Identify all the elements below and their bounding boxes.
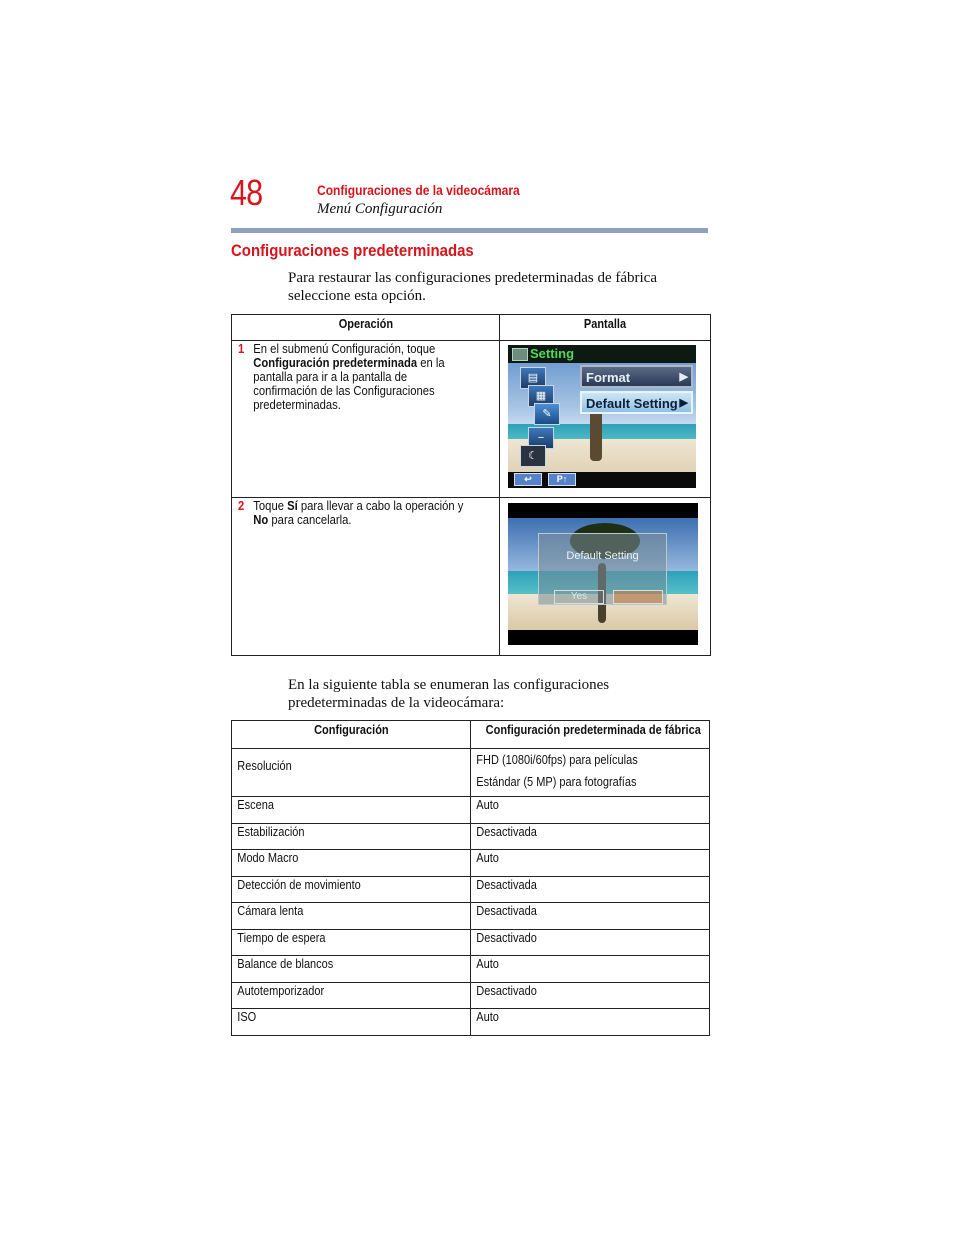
- value-cell: Desactivado: [471, 982, 710, 1009]
- night-mode-icon[interactable]: ☾: [520, 445, 546, 467]
- value-cell: Auto: [471, 850, 710, 877]
- value-cell: Auto: [471, 797, 710, 824]
- table-row: [232, 929, 710, 956]
- page-number: 48: [230, 172, 263, 213]
- setting-cell: Balance de blancos: [232, 956, 471, 983]
- grid-icon[interactable]: ▦: [528, 385, 554, 407]
- page-button[interactable]: P↑: [548, 473, 576, 486]
- setting-title-bar: [508, 345, 696, 363]
- defaults-intro: En la siguiente tabla se enumeran las configuraciones predeterminadas de la videocámara:: [288, 677, 610, 711]
- step-2: [232, 498, 500, 656]
- setting-cell: Autotemporizador: [232, 982, 471, 1009]
- palm-trunk: [590, 411, 602, 461]
- setting-cell: ISO: [232, 1009, 471, 1036]
- video-icon[interactable]: ▤: [520, 367, 546, 389]
- chapter-title: Configuraciones de la videocámara: [317, 182, 520, 198]
- value-cell: Desactivada: [471, 876, 710, 903]
- bottom-toolbar: [508, 472, 696, 488]
- defaults-table: [231, 720, 710, 1036]
- step-number: 1: [238, 342, 245, 356]
- value-cell: Desactivada: [471, 823, 710, 850]
- step-text: En el submenú Configuración, toque Configuración predeterminada en la pantalla para ir a la pantalla de confirmación de las Configuraciones predeterminadas.: [253, 342, 445, 412]
- dialog-title: Default Setting: [566, 550, 639, 562]
- table-row: [232, 797, 710, 824]
- operations-header-screen: Pantalla: [500, 315, 711, 341]
- value-cell: FHD (1080i/60fps) para películas Estándar (5 MP) para fotografías: [471, 749, 710, 797]
- yes-button[interactable]: Yes: [554, 590, 604, 604]
- value-cell: Auto: [471, 1009, 710, 1036]
- table-row: [232, 903, 710, 930]
- chevron-right-icon: ▶: [679, 371, 688, 383]
- chevron-right-icon: ▶: [679, 397, 688, 409]
- setting-cell: Cámara lenta: [232, 903, 471, 930]
- step-1: [232, 341, 500, 498]
- setting-cell: Estabilización: [232, 823, 471, 850]
- operations-header-operation: Operación: [232, 315, 500, 341]
- confirm-dialog: [538, 533, 667, 605]
- table-row: [232, 982, 710, 1009]
- defaults-header-value: Configuración predeterminada de fábrica: [471, 721, 710, 749]
- subsection-title: Menú Configuración: [317, 201, 443, 217]
- table-row: [232, 956, 710, 983]
- camera-screen-default-confirm: [508, 503, 698, 645]
- step-text: Toque Sí para llevar a cabo la operación y No para cancelarla.: [253, 499, 464, 527]
- defaults-header-setting: Configuración: [232, 721, 471, 749]
- setting-cell: Tiempo de espera: [232, 929, 471, 956]
- table-row: [232, 1009, 710, 1036]
- setting-title: Setting: [530, 346, 575, 361]
- setting-cell: Modo Macro: [232, 850, 471, 877]
- table-row: [232, 850, 710, 877]
- table-row: [232, 823, 710, 850]
- setting-cell: Escena: [232, 797, 471, 824]
- setting-icon: [512, 348, 528, 361]
- camera-screen-setting-menu: [508, 345, 696, 488]
- value-cell: Desactivado: [471, 929, 710, 956]
- setting-cell: Resolución: [232, 749, 471, 797]
- header-rule: [231, 228, 708, 233]
- exposure-icon[interactable]: −: [528, 427, 554, 449]
- section-intro: Para restaurar las configuraciones predeterminadas de fábrica seleccione esta opción.: [288, 270, 657, 304]
- section-title: Configuraciones predeterminadas: [231, 241, 474, 260]
- table-row: [232, 749, 710, 797]
- back-button[interactable]: ↩: [514, 473, 542, 486]
- menu-item-default-setting[interactable]: Default Setting ▶: [580, 391, 693, 414]
- no-button[interactable]: [613, 590, 663, 604]
- setting-cell: Detección de movimiento: [232, 876, 471, 903]
- table-row: [232, 876, 710, 903]
- value-cell: Auto: [471, 956, 710, 983]
- menu-item-format[interactable]: Format ▶: [580, 365, 693, 388]
- wrench-icon[interactable]: ✎: [534, 403, 560, 425]
- step-number: 2: [238, 499, 245, 513]
- value-cell: Desactivada: [471, 903, 710, 930]
